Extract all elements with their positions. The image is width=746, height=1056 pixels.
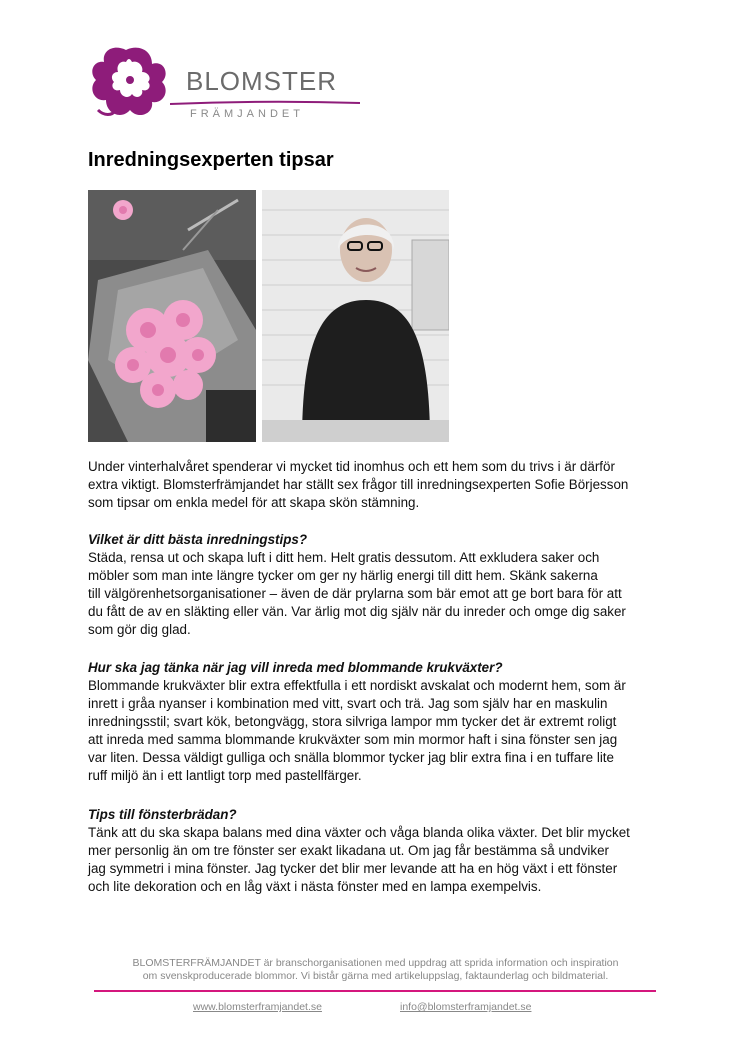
qa-block-2 xyxy=(88,659,668,785)
footer-divider xyxy=(94,990,656,992)
footer-description: BLOMSTERFRÄMJANDET är branschorganisationen med uppdrag att sprida information och inspiration om svenskproducerade blommor. Vi bistår gärna med artikeluppslag, faktaunderlag och bildmaterial. xyxy=(132,957,619,982)
pink-poinsettia-photo xyxy=(88,190,256,442)
answer-paragraph: Blommande krukväxter blir extra effektfulla i ett nordiskt avskalat och modernt hem, som är inrett i gråa nyanser i kombination med vitt, svart och trä. Jag som själv har en maskulin inredningsstil; svart kök, betongvägg, stora silvriga lampor mm tycker det är extremt roligt att inreda med samma blommande krukväxter som min mormor haft i sina fönster sen jag var liten. Dessa väldigt gulliga och snälla blommor tycker jag blir extra fina i en tuffare lite ruff miljö än i ett lantligt torp med pastellfärger. xyxy=(88,678,626,783)
website-link[interactable]: www.blomsterframjandet.se xyxy=(193,1001,322,1013)
qa-block-1 xyxy=(88,531,668,639)
question-heading: Tips till fönsterbrädan? xyxy=(88,807,237,822)
portrait-photo xyxy=(262,190,449,442)
question-heading: Vilket är ditt bästa inredningstips? xyxy=(88,532,307,547)
logo-swoosh xyxy=(170,100,360,106)
email-link[interactable]: info@blomsterframjandet.se xyxy=(400,1001,532,1013)
answer-paragraph: Städa, rensa ut och skapa luft i ditt hem. Helt gratis dessutom. Att exkludera saker och möbler som man inte längre tycker om ger ny härlig energi till ditt hem. Skänk sakerna till välgörenhetsorganisationer – även de där prylarna som bär emot att ge bort bara för att du fått de av en släkting eller vän. Var ärlig mot dig själv när du inreder och omge dig saker som gör dig glad. xyxy=(88,550,626,637)
brand-logo xyxy=(86,44,366,124)
page-title: Inredningsexperten tipsar xyxy=(88,149,334,171)
logo-wordmark: BLOMSTER xyxy=(186,66,338,96)
intro-paragraph: Under vinterhalvåret spenderar vi mycket tid inomhus och ett hem som du trivs i är därför extra viktigt. Blomsterfrämjandet har ställt sex frågor till inredningsexperten Sofie Börjesson som tipsar om enkla medel för att skapa skön stämning. xyxy=(88,459,629,510)
question-heading: Hur ska jag tänka när jag vill inreda med blommande krukväxter? xyxy=(88,660,503,675)
intro-block xyxy=(88,458,668,512)
logo-subtitle: FRÄMJANDET xyxy=(190,108,304,120)
answer-paragraph: Tänk att du ska skapa balans med dina växter och våga blanda olika växter. Det blir mycket mer personlig än om tre fönster ser exakt likadana ut. Om jag får bestämma så undviker jag symmetri i mina fönster. Jag tycker det blir mer levande att ha en hög växt i ett fönster och lite dekoration och en låg växt i nästa fönster med en lampa exempelvis. xyxy=(88,825,630,894)
qa-block-3 xyxy=(88,806,668,896)
flower-logo-icon xyxy=(86,44,176,124)
